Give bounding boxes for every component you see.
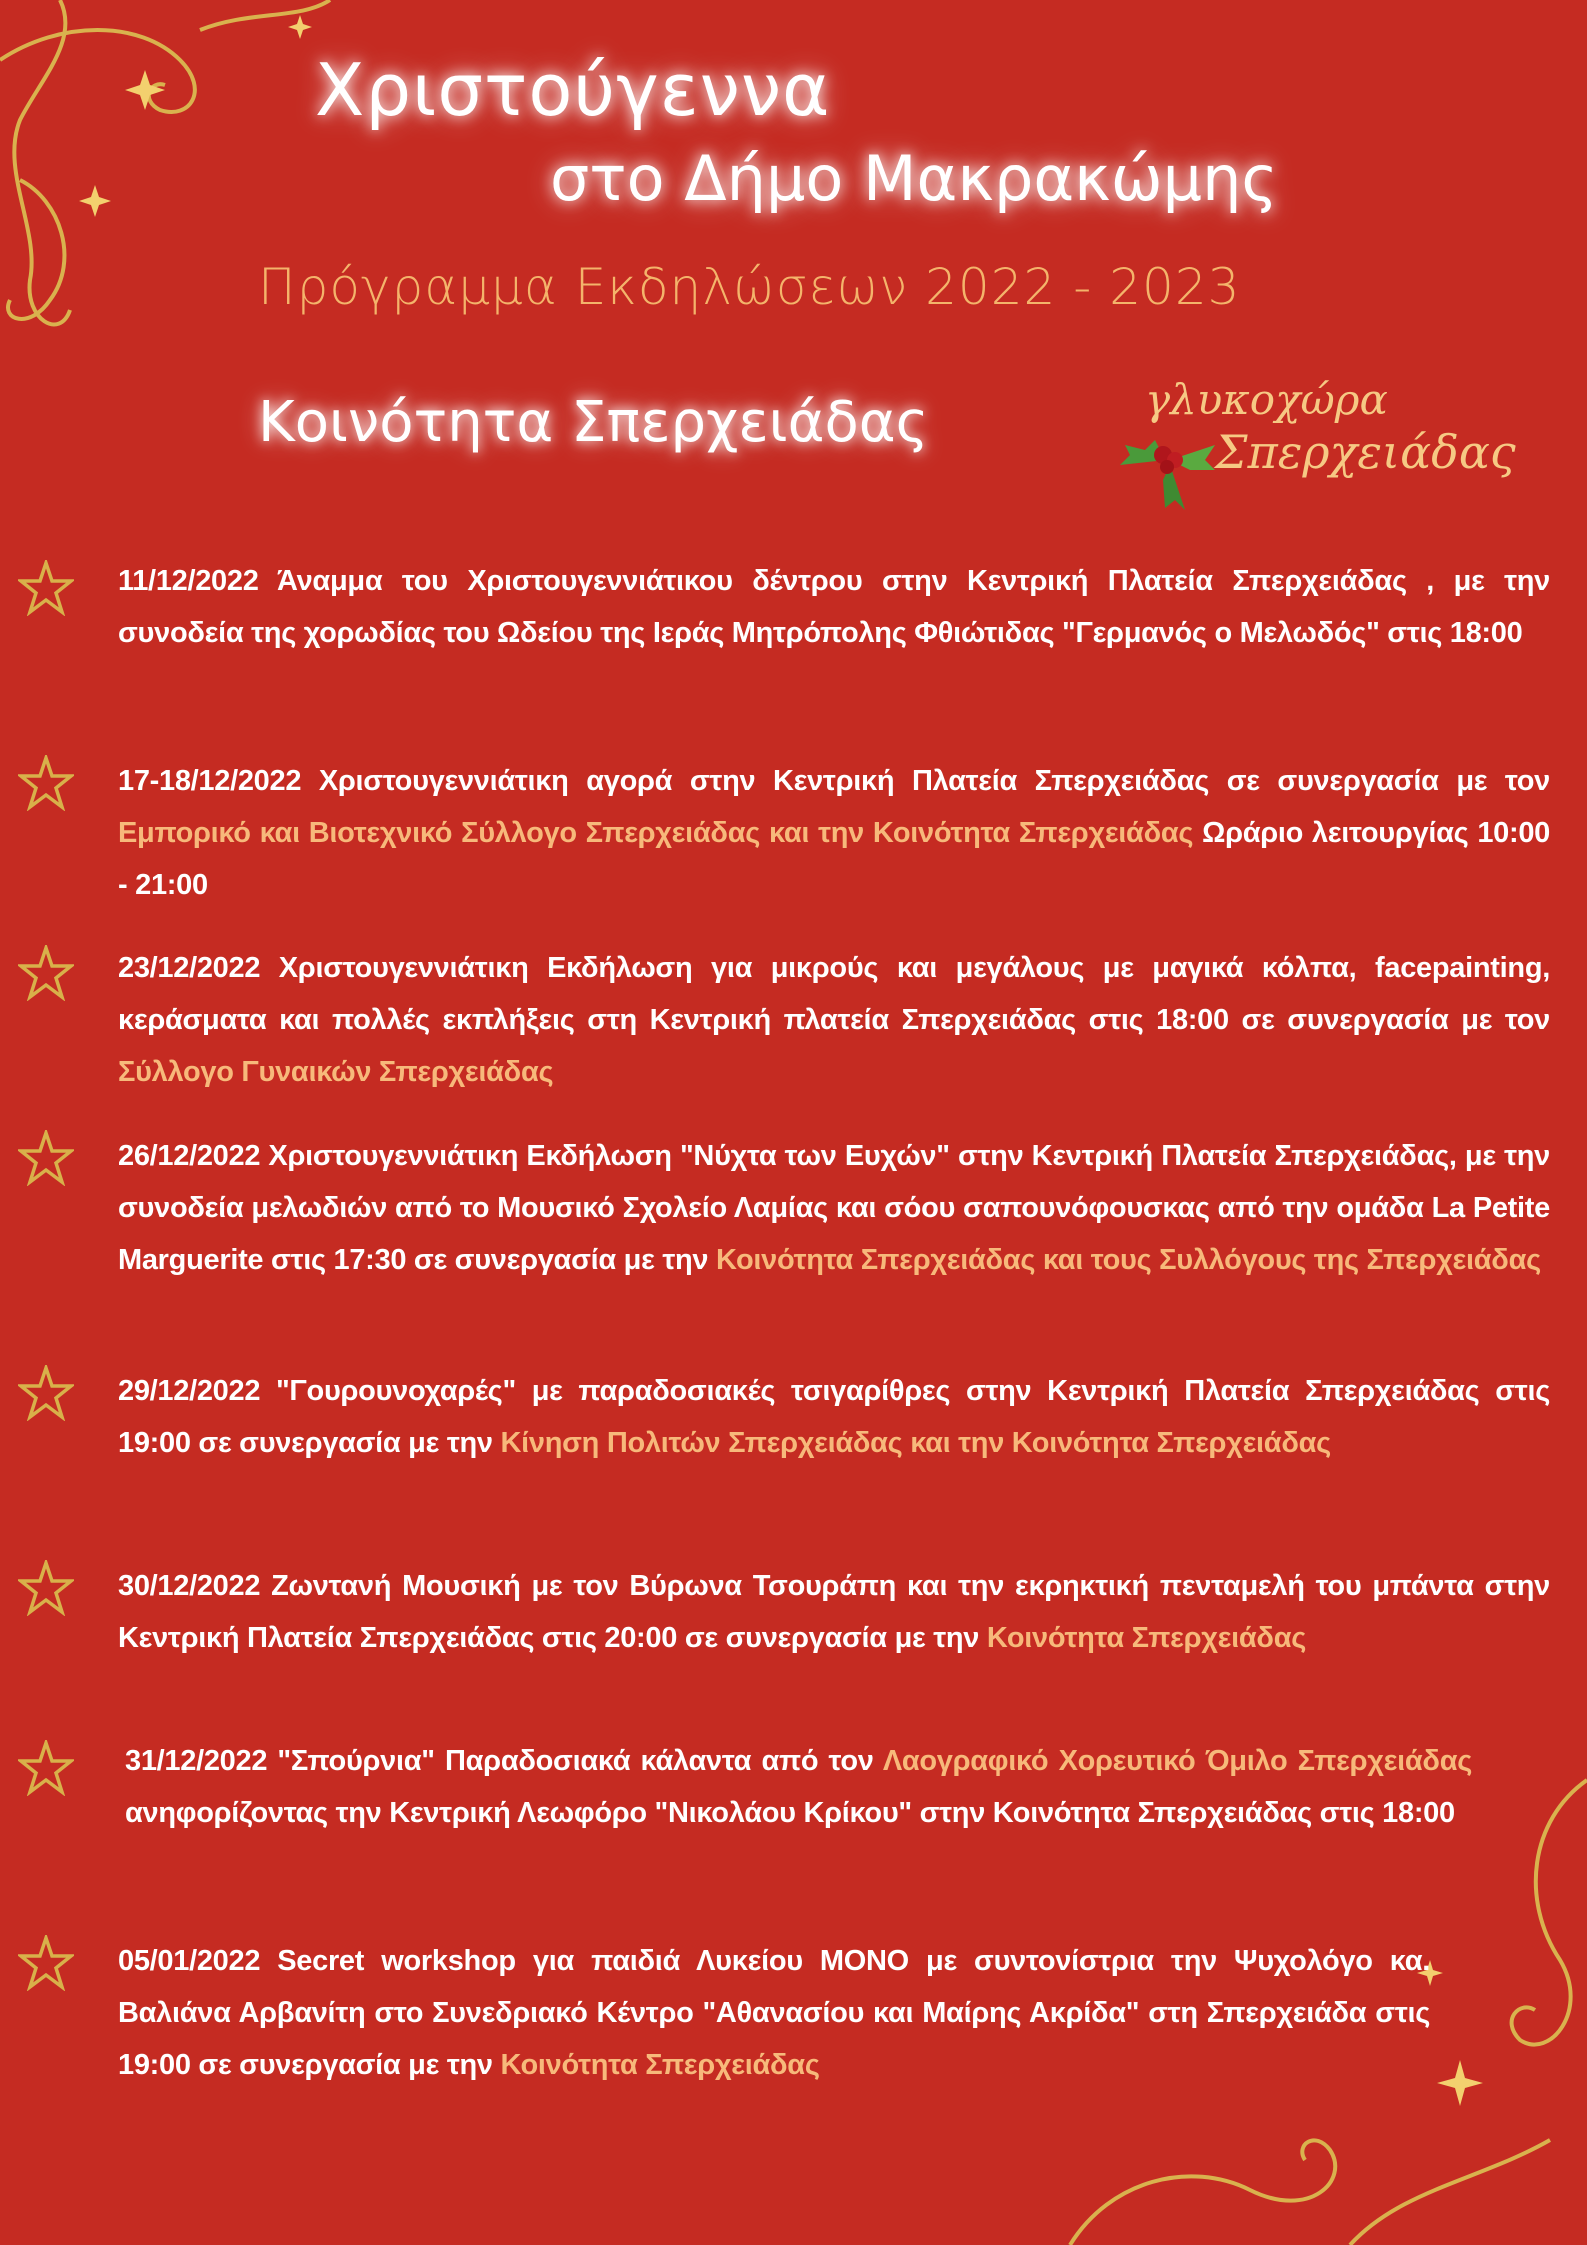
event-item (118, 1560, 1550, 1664)
star-bullet-icon (18, 945, 74, 1001)
holly-icon (1115, 420, 1225, 510)
glykochora-logo (1115, 375, 1535, 515)
program-subtitle: Πρόγραμμα Εκδηλώσεων 2022 - 2023 (258, 258, 1241, 316)
star-bullet-icon (18, 1740, 74, 1796)
event-text: Ωράριο λειτουργίας 10:00 - 21:00 (118, 817, 1550, 901)
event-text: 05/01/2022 Secret workshop για παιδιά Λυκείου ΜΟΝΟ με συντονίστρια την Ψυχολόγο κα. Βαλιάνα Αρβανίτη στο Συνεδριακό Κέντρο "Αθανασίου και Μαίρης Ακρίδα" στη Σπερχειάδα στις 19:00 σε συνεργασία με την (118, 1945, 1430, 2081)
event-partner-highlight: Κοινότητα Σπερχειάδας (500, 2049, 820, 2081)
event-partner-highlight: Σύλλογο Γυναικών Σπερχειάδας (118, 1056, 554, 1088)
star-bullet-icon (18, 1560, 74, 1616)
event-item (118, 942, 1550, 1098)
star-bullet-icon (18, 1365, 74, 1421)
star-bullet-icon (18, 1130, 74, 1186)
community-heading: Κοινότητα Σπερχειάδας (258, 390, 929, 455)
title-municipality: στο Δήμο Μακρακώμης (550, 142, 1278, 215)
event-partner-highlight: Εμπορικό και Βιοτεχνικό Σύλλογο Σπερχειάδας και την Κοινότητα Σπερχειάδας (118, 817, 1194, 849)
star-bullet-icon (18, 1935, 74, 1991)
event-partner-highlight: Λαογραφικό Χορευτικό Όμιλο Σπερχειάδας (882, 1745, 1473, 1777)
event-item (118, 1935, 1430, 2091)
event-text: 31/12/2022 "Σπούρνια" Παραδοσιακά κάλαντα από τον (125, 1745, 883, 1777)
logo-line2: Σπερχειάδας (1215, 425, 1516, 479)
star-bullet-icon (18, 560, 74, 616)
event-partner-highlight: Κοινότητα Σπερχειάδας (986, 1622, 1307, 1654)
title-christmas: Χριστούγεννα (315, 48, 831, 132)
event-text: 23/12/2022 Χριστουγεννιάτικη Εκδήλωση για μικρούς και μεγάλους με μαγικά κόλπα, facepainting, κεράσματα και πολλές εκπλήξεις στη Κεντρική πλατεία Σπερχειάδας στις 18:00 σε συνεργασία με τον (118, 952, 1550, 1036)
event-text: 11/12/2022 Άναμμα του Χριστουγεννιάτικου δέντρου στην Κεντρική Πλατεία Σπερχειάδας , με την συνοδεία της χορωδίας του Ωδείου της Ιεράς Μητρόπολης Φθιώτιδας "Γερμανός ο Μελωδός" στις 18:00 (118, 565, 1550, 649)
event-text: 26/12/2022 Χριστουγεννιάτικη Εκδήλωση "Νύχτα των Ευχών" στην Κεντρική Πλατεία Σπερχειάδας, με την συνοδεία μελωδιών από το Μουσικό Σχολείο Λαμίας και σόου σαπουνόφουσκας από την ομάδα La Petite Marguerite στις 17:30 σε συνεργασία με την (118, 1140, 1550, 1276)
event-item (118, 555, 1550, 659)
event-partner-highlight: Κοινότητα Σπερχειάδας και τους Συλλόγους της Σπερχειάδας (715, 1244, 1541, 1276)
event-item (125, 1735, 1472, 1839)
event-item (118, 755, 1550, 911)
event-text: 29/12/2022 "Γουρουνοχαρές" με παραδοσιακές τσιγαρίθρες στην Κεντρική Πλατεία Σπερχειάδας στις 19:00 σε συνεργασία με την (118, 1375, 1550, 1459)
event-item (118, 1365, 1550, 1469)
event-text: ανηφορίζοντας την Κεντρική Λεωφόρο "Νικολάου Κρίκου" στην Κοινότητα Σπερχειάδας στις 18:00 (125, 1797, 1455, 1829)
star-bullet-icon (18, 755, 74, 811)
event-item (118, 1130, 1550, 1286)
logo-line1: γλυκοχώρα (1145, 375, 1388, 424)
event-text: 30/12/2022 Ζωντανή Μουσική με τον Βύρωνα Τσουράπη και την εκρηκτική πενταμελή του μπάντα στην Κεντρική Πλατεία Σπερχειάδας στις 20:00 σε συνεργασία με την (118, 1570, 1550, 1654)
event-text: 17-18/12/2022 Χριστουγεννιάτικη αγορά στην Κεντρική Πλατεία Σπερχειάδας σε συνεργασία με τον (118, 765, 1550, 797)
event-partner-highlight: Κίνηση Πολιτών Σπερχειάδας και την Κοινότητα Σπερχειάδας (500, 1427, 1331, 1459)
